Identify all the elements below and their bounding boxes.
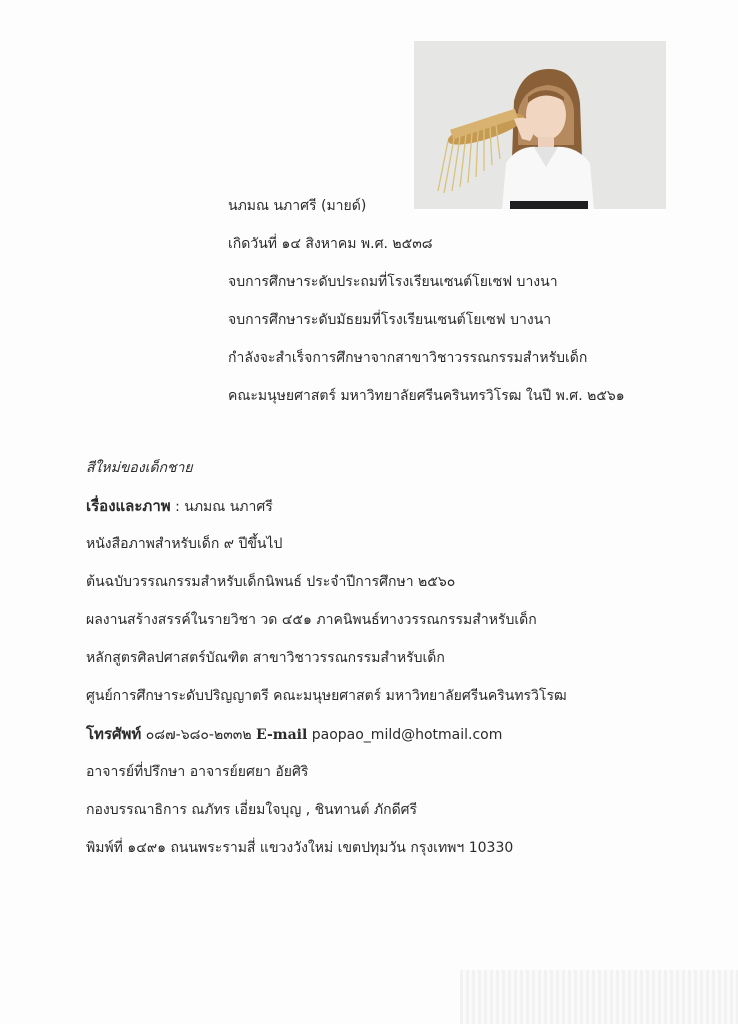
story-value: : นภมณ นภาศรี <box>170 499 273 515</box>
center-info: ศูนย์การศึกษาระดับปริญญาตรี คณะมนุษยศาสตร์ มหาวิทยาลัยศรีนครินทรวิโรฒ <box>86 688 567 704</box>
email-value: paopao_mild@hotmail.com <box>307 727 503 743</box>
book-type: หนังสือภาพสำหรับเด็ก ๙ ปีขึ้นไป <box>86 536 283 552</box>
author-name: นภมณ นภาศรี (มายด์) <box>228 198 367 214</box>
course-info: ผลงานสร้างสรรค์ในรายวิชา วด ๔๕๑ ภาคนิพนธ์ทางวรรณกรรมสำหรับเด็ก <box>86 612 537 628</box>
email-label: E-mail <box>256 727 308 743</box>
author-bio <box>228 196 625 424</box>
printing-info: พิมพ์ที่ ๑๔๙๑ ถนนพระรามสี่ แขวงวังใหม่ เขตปทุมวัน กรุงเทพฯ 10330 <box>86 840 514 856</box>
book-title: สีใหม่ของเด็กชาย <box>86 460 193 476</box>
story-label: เรื่องและภาพ <box>86 497 171 515</box>
author-faculty: คณะมนุษยศาสตร์ มหาวิทยาลัยศรีนครินทรวิโรฒ ในปี พ.ศ. ๒๕๖๑ <box>228 388 625 404</box>
author-photo <box>414 41 666 209</box>
manuscript-info: ต้นฉบับวรรณกรรมสำหรับเด็กนิพนธ์ ประจำปีการศึกษา ๒๕๖๐ <box>86 574 456 590</box>
story-credit <box>86 496 567 534</box>
author-studying: กำลังจะสำเร็จการศึกษาจากสาขาวิชาวรรณกรรมสำหรับเด็ก <box>228 350 588 366</box>
advisor-info: อาจารย์ที่ปรึกษา อาจารย์ยศยา อัยศิริ <box>86 764 309 780</box>
author-primary-school: จบการศึกษาระดับประถมที่โรงเรียนเซนต์โยเซฟ บางนา <box>228 274 558 290</box>
author-birth: เกิดวันที่ ๑๔ สิงหาคม พ.ศ. ๒๕๓๘ <box>228 236 433 252</box>
phone-label: โทรศัพท์ <box>86 725 142 743</box>
book-credits <box>86 458 567 876</box>
editors-info: กองบรรณาธิการ ณภัทร เอี่ยมใจบุญ , ชินทานต์ ภักดีศรี <box>86 802 418 818</box>
contact-info <box>86 724 567 762</box>
author-secondary-school: จบการศึกษาระดับมัธยมที่โรงเรียนเซนต์โยเซฟ บางนา <box>228 312 552 328</box>
scan-artifact <box>460 970 738 1024</box>
phone-value: ๐๘๗-๖๘๐-๒๓๓๒ <box>141 727 257 743</box>
program-info: หลักสูตรศิลปศาสตร์บัณฑิต สาขาวิชาวรรณกรรมสำหรับเด็ก <box>86 650 445 666</box>
author-photo-image <box>414 41 666 209</box>
